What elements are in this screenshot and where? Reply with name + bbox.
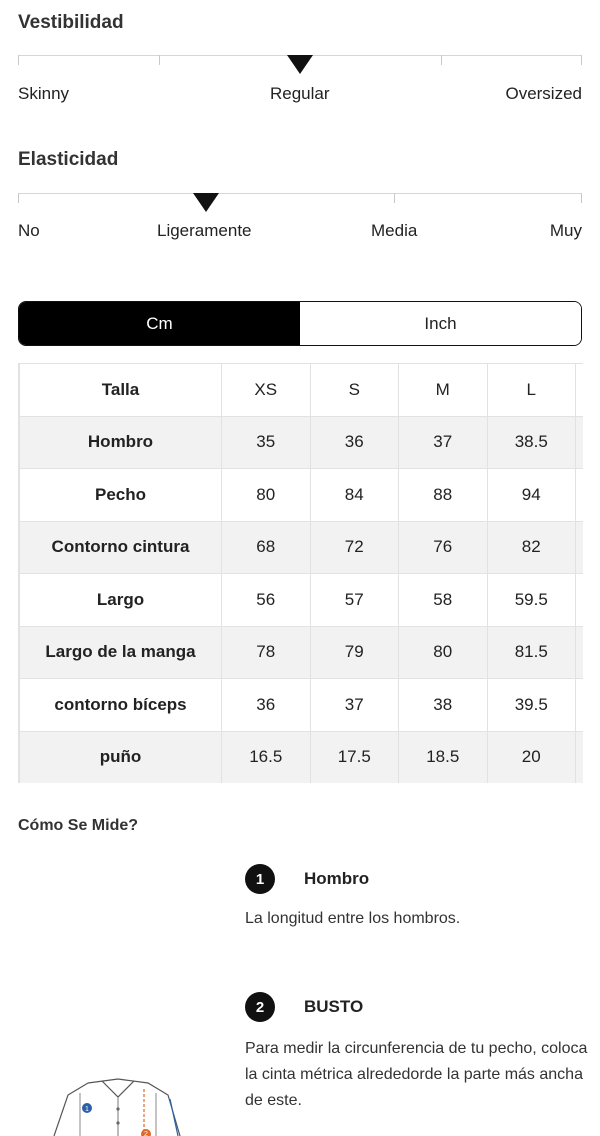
fit-tick (581, 55, 582, 65)
table-cell: 38 (399, 679, 488, 732)
how-to-measure-title: Cómo Se Mide? (18, 817, 139, 834)
fit-tick (159, 55, 160, 65)
fit-label-oversized: Oversized (505, 84, 582, 103)
table-header-row (20, 364, 584, 417)
table-cell (576, 731, 584, 783)
table-cell: 82 (487, 521, 576, 574)
shirt-button-icon (116, 1107, 119, 1110)
unit-toggle (18, 301, 582, 346)
row-label: Contorno cintura (20, 521, 222, 574)
table-row (20, 521, 584, 574)
table-cell: 81.5 (487, 626, 576, 679)
row-label: Pecho (20, 469, 222, 522)
elasticity-label-muy: Muy (549, 221, 582, 240)
unit-inch-button[interactable]: Inch (300, 302, 581, 345)
table-cell: 37 (310, 679, 399, 732)
table-cell: 78 (222, 626, 311, 679)
table-cell (576, 521, 584, 574)
table-cell: 39.5 (487, 679, 576, 732)
row-label: Hombro (20, 416, 222, 469)
fit-title: Vestibilidad (18, 12, 124, 33)
elasticity-title: Elasticidad (18, 149, 119, 170)
table-cell: 56 (222, 574, 311, 627)
shirt-outline (54, 1079, 180, 1136)
table-cell: 36 (222, 679, 311, 732)
size-header-xs: XS (222, 364, 311, 417)
fit-label-regular: Regular (270, 84, 330, 103)
marker-1-label: 1 (85, 1106, 89, 1113)
elasticity-label-no: No (18, 221, 40, 240)
table-cell: 16.5 (222, 731, 311, 783)
shirt-button-icon (116, 1121, 119, 1124)
size-header-l: L (487, 364, 576, 417)
table-row (20, 731, 584, 783)
table-cell (576, 626, 584, 679)
table-cell: 20 (487, 731, 576, 783)
step-1-description: La longitud entre los hombros. (245, 910, 461, 927)
table-cell: 80 (399, 626, 488, 679)
table-cell: 94 (487, 469, 576, 522)
step-2-description: Para medir la circunferencia de tu pecho, coloca la cinta métrica alrededorde la parte más ancha de este. (245, 1040, 588, 1109)
step-1-badge: 1 (245, 864, 275, 894)
row-label: Largo (20, 574, 222, 627)
measure-line-blue (170, 1099, 178, 1136)
table-cell: 36 (310, 416, 399, 469)
unit-cm-button[interactable]: Cm (19, 302, 300, 345)
table-row (20, 416, 584, 469)
row-label: Largo de la manga (20, 626, 222, 679)
shirt-collar (102, 1081, 134, 1097)
size-table (19, 363, 583, 783)
table-cell: 72 (310, 521, 399, 574)
table-cell: 38.5 (487, 416, 576, 469)
elasticity-label-media: Media (371, 221, 418, 240)
table-cell: 79 (310, 626, 399, 679)
step-1-name: Hombro (304, 869, 370, 888)
table-cell: 58 (399, 574, 488, 627)
marker-2-label: 2 (144, 1131, 148, 1136)
table-row (20, 574, 584, 627)
size-header-m: M (399, 364, 488, 417)
fit-tick (441, 55, 442, 65)
table-cell: 68 (222, 521, 311, 574)
table-cell: 59.5 (487, 574, 576, 627)
table-cell: 37 (399, 416, 488, 469)
table-cell (576, 574, 584, 627)
table-cell: 17.5 (310, 731, 399, 783)
fit-indicator-icon (287, 55, 313, 74)
table-cell (576, 679, 584, 732)
row-label: puño (20, 731, 222, 783)
row-label: contorno bíceps (20, 679, 222, 732)
table-row (20, 626, 584, 679)
elasticity-label-ligeramente: Ligeramente (157, 221, 252, 240)
fit-label-skinny: Skinny (18, 84, 70, 103)
step-2-name: BUSTO (304, 997, 364, 1016)
table-cell: 80 (222, 469, 311, 522)
elasticity-scale-track (18, 193, 582, 194)
elasticity-tick (18, 193, 19, 203)
table-row (20, 469, 584, 522)
table-cell: 18.5 (399, 731, 488, 783)
elasticity-indicator-icon (193, 193, 219, 212)
step-2-badge: 2 (245, 992, 275, 1022)
table-cell: 88 (399, 469, 488, 522)
table-header-label: Talla (20, 364, 222, 417)
table-cell (576, 416, 584, 469)
size-header-next (576, 364, 584, 417)
size-table-scroll[interactable] (18, 363, 583, 783)
table-cell: 35 (222, 416, 311, 469)
fit-tick (18, 55, 19, 65)
table-cell: 84 (310, 469, 399, 522)
size-header-s: S (310, 364, 399, 417)
table-row (20, 679, 584, 732)
table-cell (576, 469, 584, 522)
elasticity-tick (394, 193, 395, 203)
shirt-measurement-icon (40, 1075, 190, 1136)
table-cell: 57 (310, 574, 399, 627)
elasticity-tick (581, 193, 582, 203)
table-cell: 76 (399, 521, 488, 574)
